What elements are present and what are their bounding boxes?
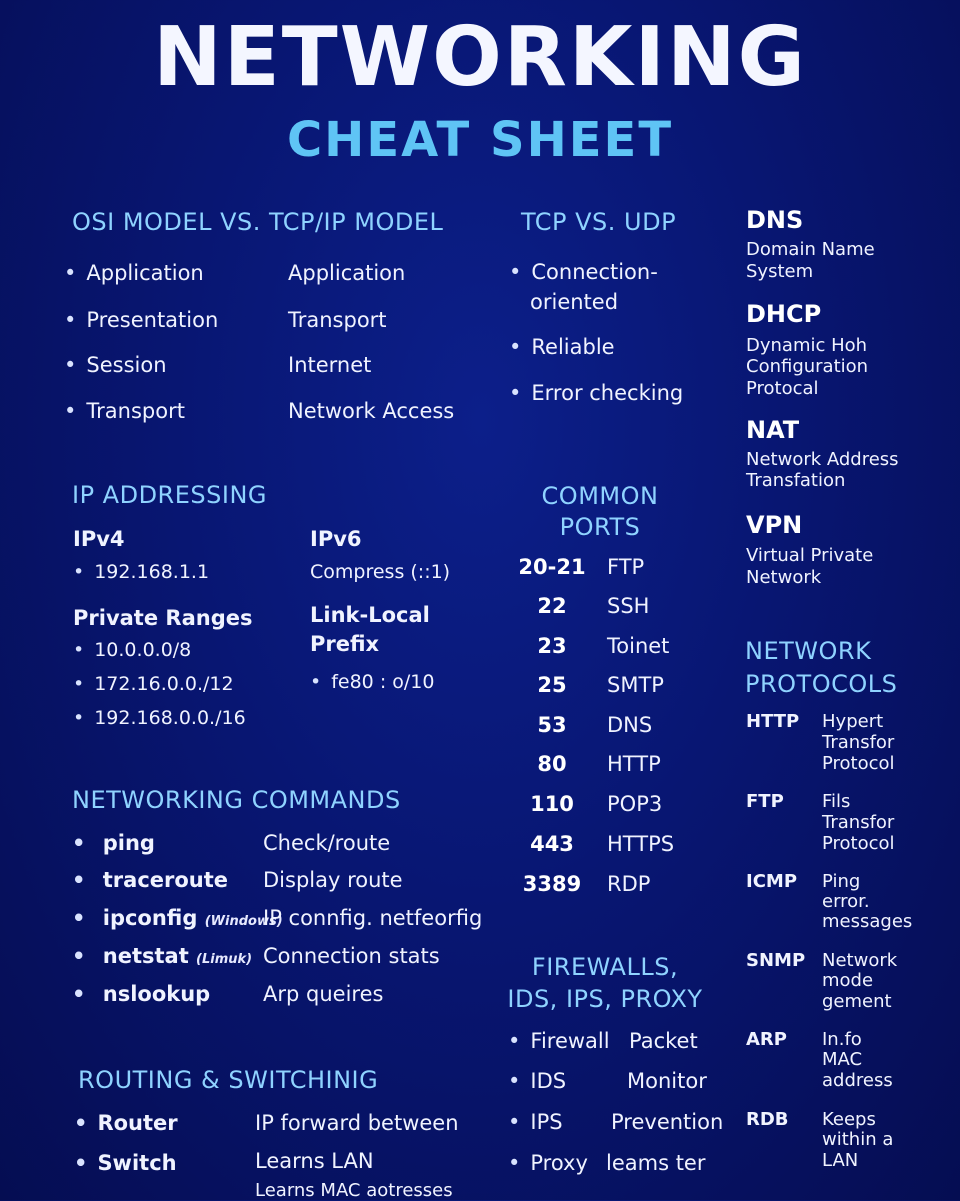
ip-heading: IP ADDRESSING xyxy=(72,481,267,509)
term-dhcp: DHCP xyxy=(746,300,822,328)
protocol-desc: within a xyxy=(822,1129,894,1150)
port-number: 110 xyxy=(530,792,574,816)
term-desc: Configuration xyxy=(746,356,869,377)
protocol-desc: Network xyxy=(822,950,898,971)
firewall-item: • IDS xyxy=(508,1068,566,1094)
firewalls-heading: FIREWALLS, xyxy=(531,953,679,981)
linklocal-label: Prefix xyxy=(310,632,380,656)
term-nat: NAT xyxy=(746,416,800,444)
protocols-heading: PROTOCOLS xyxy=(745,670,898,698)
protocol-desc: Transfor xyxy=(822,732,895,753)
protocol-desc: messages xyxy=(822,911,913,932)
command-text: ipconfig xyxy=(102,906,198,930)
tcpip-layer: Network Access xyxy=(288,399,455,423)
port-number: 443 xyxy=(530,832,574,856)
protocols-heading: NETWORK xyxy=(745,637,872,665)
port-number: 22 xyxy=(537,594,567,618)
tcpudp-item: • Reliable xyxy=(509,334,615,360)
port-number: 23 xyxy=(537,634,567,658)
command-text: traceroute xyxy=(102,868,229,892)
term-desc: Network Address xyxy=(746,449,899,470)
routing-desc: Learns LAN xyxy=(255,1149,374,1173)
command-name xyxy=(72,943,252,973)
osi-layer: • Session xyxy=(64,352,167,378)
protocol-desc: In.fo xyxy=(822,1029,862,1050)
command-name xyxy=(72,867,228,893)
routing-item: • Switch xyxy=(74,1150,177,1176)
command-name xyxy=(72,905,283,935)
protocol-desc: Transfor xyxy=(822,812,895,833)
command-note: (Limuk) xyxy=(196,952,253,967)
page-subtitle: CHEAT SHEET xyxy=(286,112,674,168)
command-note: (Windows) xyxy=(204,914,283,929)
private-range: • 10.0.0.0/8 xyxy=(73,638,191,662)
firewall-desc: leams ter xyxy=(606,1151,706,1175)
protocol-name: RDB xyxy=(746,1109,789,1130)
port-number: 20-21 xyxy=(518,555,586,579)
linklocal-label: Link-Local xyxy=(310,603,430,627)
private-range: • 172.16.0.0./12 xyxy=(73,672,234,696)
protocol-desc: error. xyxy=(822,891,870,912)
term-desc: Transfation xyxy=(746,470,846,491)
command-text: nslookup xyxy=(102,982,211,1006)
tcpudp-item: • Connection- xyxy=(509,259,658,285)
term-desc: Domain Name xyxy=(746,239,875,260)
port-number: 25 xyxy=(537,673,567,697)
port-name: Toinet xyxy=(607,634,670,658)
routing-heading: ROUTING & SWITCHINIG xyxy=(78,1066,379,1094)
protocol-desc: address xyxy=(822,1070,893,1091)
osi-layer: • Application xyxy=(64,260,204,286)
command-desc: Connection stats xyxy=(263,944,440,968)
protocol-desc: Hypert xyxy=(822,711,884,732)
commands-heading: NETWORKING COMMANDS xyxy=(72,786,401,814)
command-desc: IP connfig. netfeorfig xyxy=(263,906,483,930)
routing-extra: Learns MAC aotresses xyxy=(255,1180,453,1201)
protocol-name: SNMP xyxy=(746,950,806,971)
term-desc: Dynamic Hoh xyxy=(746,335,868,356)
command-text: netstat xyxy=(102,944,189,968)
command-desc: Check/route xyxy=(263,831,391,855)
port-name: RDP xyxy=(607,872,651,896)
term-desc: Network xyxy=(746,567,822,588)
tcpip-layer: Internet xyxy=(288,353,372,377)
port-name: FTP xyxy=(607,555,645,579)
port-name: HTTPS xyxy=(607,832,675,856)
page-title: NETWORKING xyxy=(153,10,807,105)
routing-desc: IP forward between xyxy=(255,1111,459,1135)
osi-layer: • Transport xyxy=(64,398,185,424)
ipv6-compress: Compress (::1) xyxy=(310,561,451,583)
firewall-item: • Firewall xyxy=(508,1028,610,1054)
protocol-desc: gement xyxy=(822,991,892,1012)
osi-heading: OSI MODEL VS. TCP/IP MODEL xyxy=(72,208,444,236)
term-desc: Virtual Private xyxy=(746,545,874,566)
ipv4-example: • 192.168.1.1 xyxy=(73,560,209,584)
protocol-desc: Ping xyxy=(822,871,861,892)
term-desc: System xyxy=(746,261,814,282)
private-label: Private Ranges xyxy=(73,606,253,630)
firewall-item: • Proxy xyxy=(508,1150,588,1176)
ports-heading: COMMON xyxy=(541,482,659,510)
command-desc: Arp queires xyxy=(263,982,384,1006)
port-number: 80 xyxy=(537,752,567,776)
ports-heading: PORTS xyxy=(559,513,641,541)
firewall-desc: Prevention xyxy=(611,1110,724,1134)
linklocal-value: • fe80 : o/10 xyxy=(310,670,434,694)
port-name: POP3 xyxy=(607,792,663,816)
command-name xyxy=(72,981,210,1007)
protocol-name: ARP xyxy=(746,1029,787,1050)
protocol-name: HTTP xyxy=(746,711,800,732)
tcpudp-item-cont: oriented xyxy=(530,290,619,314)
ipv4-label: IPv4 xyxy=(73,527,125,551)
port-number: 3389 xyxy=(522,872,582,896)
protocol-desc: MAC xyxy=(822,1049,863,1070)
port-name: SMTP xyxy=(607,673,664,697)
term-desc: Protocal xyxy=(746,378,819,399)
osi-layer: • Presentation xyxy=(64,307,218,333)
protocol-desc: Fils xyxy=(822,791,851,812)
protocol-name: ICMP xyxy=(746,871,798,892)
tcpudp-item: • Error checking xyxy=(509,380,683,406)
protocol-desc: LAN xyxy=(822,1150,859,1171)
command-name xyxy=(72,830,155,856)
ipv6-label: IPv6 xyxy=(310,527,362,551)
protocol-name: FTP xyxy=(746,791,784,812)
protocol-desc: Keeps xyxy=(822,1109,876,1130)
protocol-desc: Protocol xyxy=(822,833,895,854)
port-name: SSH xyxy=(607,594,650,618)
port-name: DNS xyxy=(607,713,653,737)
firewall-item: • IPS xyxy=(508,1109,563,1135)
port-name: HTTP xyxy=(607,752,661,776)
protocol-desc: mode xyxy=(822,970,874,991)
tcpip-layer: Application xyxy=(288,261,406,285)
term-dns: DNS xyxy=(746,206,804,234)
command-text: ping xyxy=(102,831,155,855)
protocol-desc: Protocol xyxy=(822,753,895,774)
port-number: 53 xyxy=(537,713,567,737)
firewall-desc: Monitor xyxy=(627,1069,707,1093)
firewall-desc: Packet xyxy=(629,1029,698,1053)
tcpip-layer: Transport xyxy=(288,308,387,332)
routing-item: • Router xyxy=(74,1110,178,1136)
firewalls-heading: IDS, IPS, PROXY xyxy=(507,985,703,1013)
command-desc: Display route xyxy=(263,868,403,892)
tcpudp-heading: TCP VS. UDP xyxy=(521,208,677,236)
private-range: • 192.168.0.0./16 xyxy=(73,706,246,730)
term-vpn: VPN xyxy=(746,511,803,539)
